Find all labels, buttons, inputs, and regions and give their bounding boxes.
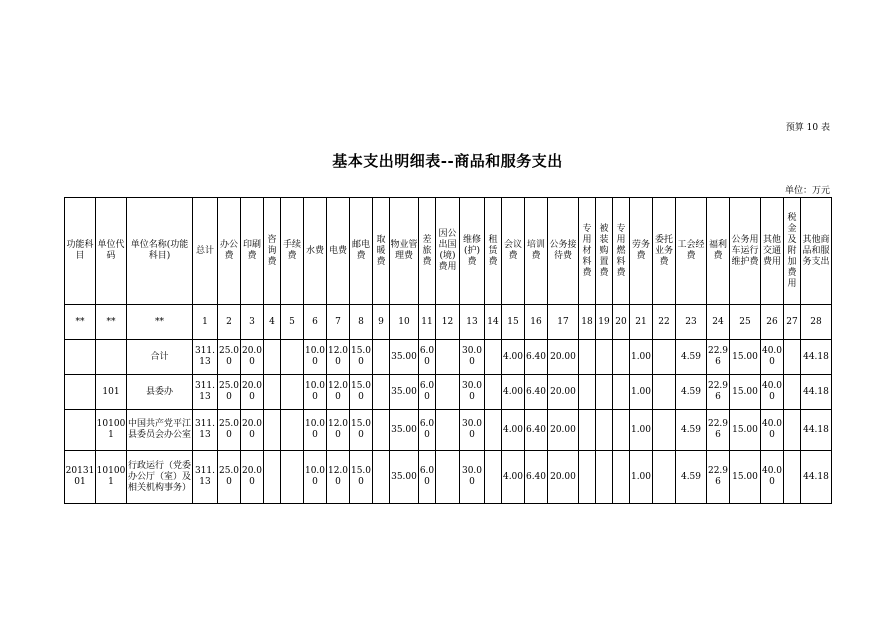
- table-row-cell-22: [613, 375, 630, 410]
- table-row-cell-13: 6.00: [419, 410, 436, 451]
- table-row-cell-21: [596, 451, 613, 504]
- table-row-cell-10: 15.00: [350, 375, 373, 410]
- table-row-cell-16: [485, 340, 502, 375]
- index-row-cell-18: 16: [525, 305, 548, 340]
- table-row-cell-8: 10.00: [304, 375, 327, 410]
- header-row-cell-23: 劳务费: [630, 198, 653, 305]
- table-row-cell-2: 县委办: [127, 375, 193, 410]
- table-row-cell-1: 101001: [96, 451, 127, 504]
- index-row: [65, 305, 832, 340]
- header-row-cell-24: 委托业务费: [653, 198, 676, 305]
- table-row-cell-19: 20.00: [548, 340, 579, 375]
- table-row-cell-22: [613, 410, 630, 451]
- index-row-cell-21: 19: [596, 305, 613, 340]
- table-row-cell-10: 15.00: [350, 410, 373, 451]
- table-row-cell-5: 20.00: [241, 375, 264, 410]
- table-row-cell-1: 101001: [96, 410, 127, 451]
- index-row-cell-16: 14: [485, 305, 502, 340]
- table-row-cell-16: [485, 410, 502, 451]
- table-row-cell-11: [373, 375, 390, 410]
- table-row-cell-19: 20.00: [548, 375, 579, 410]
- table-row-cell-11: [373, 451, 390, 504]
- table-row-cell-2: 合计: [127, 340, 193, 375]
- index-row-cell-26: 24: [707, 305, 730, 340]
- header-row-cell-22: 专用燃料费: [613, 198, 630, 305]
- index-row-cell-2: **: [127, 305, 193, 340]
- table-row-cell-16: [485, 451, 502, 504]
- table-row-cell-22: [613, 451, 630, 504]
- index-row-cell-6: 4: [264, 305, 281, 340]
- table-row-cell-7: [281, 375, 304, 410]
- table-row-cell-8: 10.00: [304, 410, 327, 451]
- table-row-cell-26: 22.96: [707, 340, 730, 375]
- header-row-cell-10: 邮电费: [350, 198, 373, 305]
- table-row-cell-14: [436, 451, 460, 504]
- table-row-cell-30: 44.18: [801, 410, 832, 451]
- header-row-cell-11: 取暖费: [373, 198, 390, 305]
- index-row-cell-17: 15: [502, 305, 525, 340]
- table-row-cell-14: [436, 410, 460, 451]
- index-row-cell-4: 2: [218, 305, 241, 340]
- table-row-cell-20: [579, 340, 596, 375]
- table-row-cell-3: 311.13: [193, 340, 218, 375]
- header-row-cell-20: 专用材料费: [579, 198, 596, 305]
- header-row-cell-8: 水费: [304, 198, 327, 305]
- table-row-cell-12: 35.00: [390, 451, 419, 504]
- unit-label: 单位：万元: [784, 186, 830, 196]
- table-row-cell-9: 12.00: [327, 340, 350, 375]
- index-row-cell-20: 18: [579, 305, 596, 340]
- table-row-cell-9: 12.00: [327, 451, 350, 504]
- table-row-cell-17: 4.00: [502, 375, 525, 410]
- table-row-cell-21: [596, 340, 613, 375]
- table-row-cell-15: 30.00: [460, 451, 485, 504]
- table-row-cell-23: 1.00: [630, 340, 653, 375]
- header-row-cell-16: 租赁费: [485, 198, 502, 305]
- table-row-cell-28: 40.00: [761, 375, 784, 410]
- header-row-cell-30: 其他商品和服务支出: [801, 198, 832, 305]
- header-row-cell-13: 差旅费: [419, 198, 436, 305]
- table-row-cell-15: 30.00: [460, 375, 485, 410]
- table-row: [65, 451, 832, 504]
- table-row-cell-11: [373, 340, 390, 375]
- index-row-cell-3: 1: [193, 305, 218, 340]
- table-row-cell-18: 6.40: [525, 375, 548, 410]
- table-row-cell-12: 35.00: [390, 340, 419, 375]
- header-row-cell-2: 单位名称(功能科目): [127, 198, 193, 305]
- table-row-cell-30: 44.18: [801, 340, 832, 375]
- table-row-cell-5: 20.00: [241, 410, 264, 451]
- table-row: [65, 340, 832, 375]
- header-row-cell-26: 福利费: [707, 198, 730, 305]
- header-row-cell-28: 其他交通费用: [761, 198, 784, 305]
- table-row-cell-18: 6.40: [525, 410, 548, 451]
- table-row-cell-14: [436, 340, 460, 375]
- table-row-cell-6: [264, 410, 281, 451]
- index-row-cell-24: 22: [653, 305, 676, 340]
- table-row-cell-3: 311.13: [193, 451, 218, 504]
- table-row-cell-0: [65, 410, 96, 451]
- table-row-cell-0: [65, 375, 96, 410]
- table-row-cell-16: [485, 375, 502, 410]
- table-row-cell-1: [96, 340, 127, 375]
- index-row-cell-8: 6: [304, 305, 327, 340]
- expense-table: [64, 197, 832, 504]
- table-row-cell-28: 40.00: [761, 451, 784, 504]
- header-row-cell-29: 税金及附加费用: [784, 198, 801, 305]
- header-row-cell-25: 工会经费: [676, 198, 707, 305]
- header-row-cell-5: 印刷费: [241, 198, 264, 305]
- index-row-cell-27: 25: [730, 305, 761, 340]
- table-row-cell-18: 6.40: [525, 340, 548, 375]
- header-row-cell-19: 公务接待费: [548, 198, 579, 305]
- page-title: 基本支出明细表--商品和服务支出: [332, 152, 563, 170]
- table-row: [65, 375, 832, 410]
- table-row-cell-3: 311.13: [193, 410, 218, 451]
- header-row-cell-12: 物业管理费: [390, 198, 419, 305]
- header-row-cell-4: 办公费: [218, 198, 241, 305]
- table-row-cell-28: 40.00: [761, 410, 784, 451]
- index-row-cell-9: 7: [327, 305, 350, 340]
- table-row-cell-19: 20.00: [548, 410, 579, 451]
- header-row-cell-1: 单位代码: [96, 198, 127, 305]
- table-row-cell-10: 15.00: [350, 451, 373, 504]
- table-row-cell-17: 4.00: [502, 451, 525, 504]
- table-row-cell-17: 4.00: [502, 340, 525, 375]
- header-row-cell-3: 总计: [193, 198, 218, 305]
- index-row-cell-19: 17: [548, 305, 579, 340]
- table-row-cell-29: [784, 410, 801, 451]
- header-row-cell-6: 咨询费: [264, 198, 281, 305]
- table-row-cell-23: 1.00: [630, 451, 653, 504]
- index-row-cell-22: 20: [613, 305, 630, 340]
- index-row-cell-25: 23: [676, 305, 707, 340]
- header-row: [65, 198, 832, 305]
- table-row-cell-13: 6.00: [419, 451, 436, 504]
- table-row-cell-3: 311.13: [193, 375, 218, 410]
- table-row-cell-27: 15.00: [730, 375, 761, 410]
- table-row-cell-24: [653, 410, 676, 451]
- table-row-cell-7: [281, 451, 304, 504]
- table-row-cell-13: 6.00: [419, 375, 436, 410]
- index-row-cell-28: 26: [761, 305, 784, 340]
- table-row-cell-12: 35.00: [390, 375, 419, 410]
- index-row-cell-15: 13: [460, 305, 485, 340]
- table-row-cell-25: 4.59: [676, 340, 707, 375]
- table-row-cell-24: [653, 451, 676, 504]
- table-row-cell-5: 20.00: [241, 340, 264, 375]
- table-row-cell-28: 40.00: [761, 340, 784, 375]
- table-row-cell-4: 25.00: [218, 375, 241, 410]
- table-row-cell-20: [579, 410, 596, 451]
- table-row-cell-18: 6.40: [525, 451, 548, 504]
- table-row-cell-29: [784, 451, 801, 504]
- table-row-cell-25: 4.59: [676, 375, 707, 410]
- table-row-cell-7: [281, 410, 304, 451]
- header-row-cell-27: 公务用车运行维护费: [730, 198, 761, 305]
- table-row-cell-2: 中国共产党平江县委员会办公室: [127, 410, 193, 451]
- table-row-cell-27: 15.00: [730, 340, 761, 375]
- index-row-cell-29: 27: [784, 305, 801, 340]
- table-row-cell-23: 1.00: [630, 375, 653, 410]
- table-row-cell-12: 35.00: [390, 410, 419, 451]
- table-row-cell-24: [653, 375, 676, 410]
- table-row-cell-22: [613, 340, 630, 375]
- index-row-cell-11: 9: [373, 305, 390, 340]
- index-row-cell-7: 5: [281, 305, 304, 340]
- table-row-cell-30: 44.18: [801, 375, 832, 410]
- header-row-cell-18: 培训费: [525, 198, 548, 305]
- index-row-cell-12: 10: [390, 305, 419, 340]
- table-row-cell-1: 101: [96, 375, 127, 410]
- table-row-cell-13: 6.00: [419, 340, 436, 375]
- index-row-cell-0: **: [65, 305, 96, 340]
- header-row-cell-21: 被装购置费: [596, 198, 613, 305]
- table-row-cell-23: 1.00: [630, 410, 653, 451]
- table-row-cell-27: 15.00: [730, 410, 761, 451]
- index-row-cell-30: 28: [801, 305, 832, 340]
- table-row-cell-8: 10.00: [304, 340, 327, 375]
- table-row-cell-5: 20.00: [241, 451, 264, 504]
- table-row-cell-27: 15.00: [730, 451, 761, 504]
- table-row-cell-8: 10.00: [304, 451, 327, 504]
- table-row-cell-11: [373, 410, 390, 451]
- index-row-cell-1: **: [96, 305, 127, 340]
- table-row-cell-9: 12.00: [327, 410, 350, 451]
- table-row-cell-7: [281, 340, 304, 375]
- table-row-cell-17: 4.00: [502, 410, 525, 451]
- index-row-cell-10: 8: [350, 305, 373, 340]
- table-row-cell-19: 20.00: [548, 451, 579, 504]
- table-row-cell-14: [436, 375, 460, 410]
- table-row-cell-25: 4.59: [676, 410, 707, 451]
- table-row-cell-24: [653, 340, 676, 375]
- table-row-cell-25: 4.59: [676, 451, 707, 504]
- table-row-cell-29: [784, 340, 801, 375]
- header-row-cell-9: 电费: [327, 198, 350, 305]
- header-row-cell-7: 手续费: [281, 198, 304, 305]
- table-row-cell-30: 44.18: [801, 451, 832, 504]
- table-row-cell-20: [579, 451, 596, 504]
- table-row-cell-20: [579, 375, 596, 410]
- table-row-cell-26: 22.96: [707, 410, 730, 451]
- index-row-cell-23: 21: [630, 305, 653, 340]
- table-row-cell-21: [596, 410, 613, 451]
- table-row-cell-26: 22.96: [707, 451, 730, 504]
- table-row-cell-2: 行政运行（党委办公厅（室）及相关机构事务）: [127, 451, 193, 504]
- table-row-cell-0: [65, 340, 96, 375]
- index-row-cell-5: 3: [241, 305, 264, 340]
- index-row-cell-13: 11: [419, 305, 436, 340]
- form-number: 预算 10 表: [785, 123, 830, 133]
- table-row: [65, 410, 832, 451]
- table-row-cell-15: 30.00: [460, 410, 485, 451]
- table-row-cell-26: 22.96: [707, 375, 730, 410]
- header-row-cell-17: 会议费: [502, 198, 525, 305]
- table-row-cell-9: 12.00: [327, 375, 350, 410]
- header-row-cell-15: 维修(护)费: [460, 198, 485, 305]
- index-row-cell-14: 12: [436, 305, 460, 340]
- table-row-cell-6: [264, 340, 281, 375]
- table-row-cell-4: 25.00: [218, 340, 241, 375]
- table-row-cell-6: [264, 375, 281, 410]
- table-row-cell-4: 25.00: [218, 451, 241, 504]
- table-row-cell-6: [264, 451, 281, 504]
- table-row-cell-15: 30.00: [460, 340, 485, 375]
- table-row-cell-10: 15.00: [350, 340, 373, 375]
- table-row-cell-21: [596, 375, 613, 410]
- table-row-cell-4: 25.00: [218, 410, 241, 451]
- header-row-cell-14: 因公出国(境)费用: [436, 198, 460, 305]
- header-row-cell-0: 功能科目: [65, 198, 96, 305]
- table-row-cell-29: [784, 375, 801, 410]
- table-row-cell-0: 2013101: [65, 451, 96, 504]
